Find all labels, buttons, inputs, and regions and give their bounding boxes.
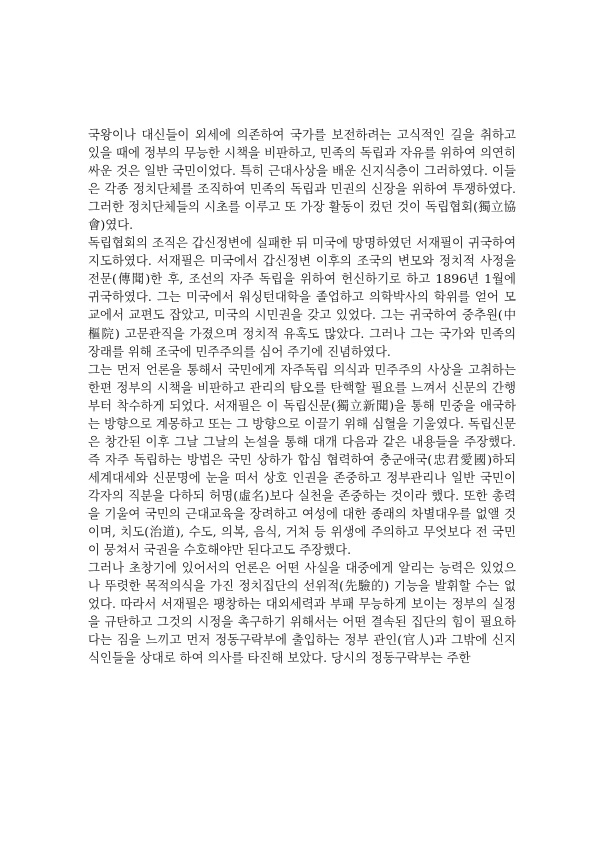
paragraph-4: 그러나 초창기에 있어서의 언론은 어떤 사실을 대중에게 알리는 능력은 있었으나 뚜렷한 목적의식을 가진 정치집단의 선위적(先驗的) 기능을 발휘할 수는 없었다. 따라서 서재필은 팽창하는 대외세력과 부패 무능하게 보이는 정부의 실정을 규탄하고 그것의 시정을 촉구하기 위해서는 어떤 결속된 집단의 힘이 필요하다는 짐을 느끼고 먼저 정동구락부에 출입하는 정부 관인(官人)과 그밖에 신지식인들을 상대로 하여 의사를 타진해 보았다. 당시의 정동구락부는 주한 [88,560,516,666]
paragraph-1: 국왕이나 대신들이 외세에 의존하여 국가를 보전하려는 고식적인 길을 취하고 있을 때에 정부의 무능한 시책을 비판하고, 민족의 독립과 자유를 위하여 의연히 싸운 것은 일반 국민이었다. 특히 근대사상을 배운 신지식층이 그러하였다. 이들은 각종 정치단체를 조직하여 민족의 독립과 민권의 신장을 위하여 투쟁하였다. 그러한 정치단체들의 시초를 이루고 또 가장 활동이 컸던 것이 독립협회(獨立協會)였다. [88,127,516,233]
paragraph-3: 그는 먼저 언론을 통해서 국민에게 자주독립 의식과 민주주의 사상을 고취하는 한편 정부의 시책을 비판하고 관리의 탐오를 탄핵할 필요를 느껴서 신문의 간행부터 착수하게 되었다. 서재필은 이 독립신문(獨立新聞)을 통해 민중을 애국하는 방향으로 계몽하고 또는 그 방향으로 이끌기 위해 심혈을 기울였다. 독립신문은 창간된 이후 그날 그날의 논설을 통해 대개 다음과 같은 내용들을 주장했다. 즉 자주 독립하는 방법은 국민 상하가 합심 협력하여 충군애국(忠君愛國)하되 세계대세와 신문명에 눈을 떠서 상호 인권을 존중하고 정부관리나 일반 국민이 각자의 직분을 다하되 허명(虛名)보다 실천을 존중하는 것이라 했다. 또한 총력을 기울여 국민의 근대교육을 장려하고 여성에 대한 종래의 차별대우를 없앨 것이며, 치도(治道), 수도, 의복, 음식, 거처 등 위생에 주의하고 무엇보다 전 국민이 뭉쳐서 국권을 수호해야만 된다고도 주장했다. [88,361,516,558]
paragraph-2: 독립협회의 조직은 갑신정변에 실패한 뒤 미국에 망명하였던 서재필이 귀국하여 지도하였다. 서재필은 미국에서 갑신정변 이후의 조국의 변모와 정치적 사정을 전문(傳聞)한 후, 조선의 자주 독립을 위하여 헌신하기로 하고 1896년 1월에 귀국하였다. 그는 미국에서 워싱턴대학을 졸업하고 의학박사의 학위를 얻어 모교에서 교편도 잡았고, 미국의 시민권을 갖고 있었다. 그는 귀국하여 중추원(中樞院) 고문관직을 가졌으며 정치적 유혹도 많았다. 그러나 그는 국가와 민족의 장래를 위해 조국에 민주주의를 심어 주기에 진념하였다. [88,235,516,359]
body-text [88,126,516,667]
